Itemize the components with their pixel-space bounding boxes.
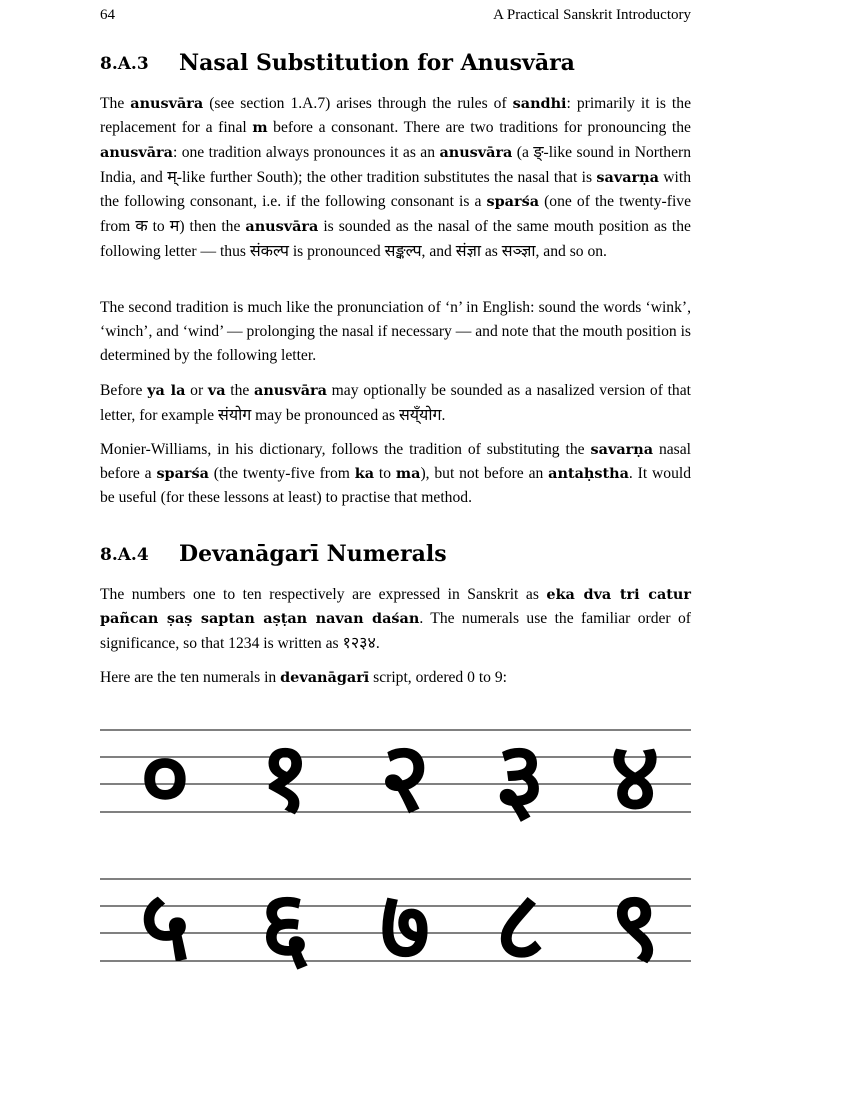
- devanagari-text: म्: [167, 167, 177, 186]
- paragraph-monier-williams: [100, 438, 691, 510]
- term: antaḥstha: [548, 465, 629, 482]
- text-run: (a: [512, 144, 534, 161]
- term: anusvāra: [100, 144, 173, 161]
- term: m: [252, 119, 268, 136]
- numeral-1: १: [260, 721, 310, 830]
- numeral-5: ५: [140, 870, 190, 979]
- text-run: the: [225, 382, 254, 399]
- term: anusvāra: [245, 218, 319, 235]
- numeral-6: ६: [260, 870, 310, 979]
- term: va: [207, 382, 226, 399]
- term: anusvāra: [439, 144, 513, 161]
- running-title: A Practical Sanskrit Introductory: [493, 7, 691, 23]
- text-run: script, ordered 0 to 9:: [369, 669, 507, 686]
- text-run: ), but not before an: [420, 465, 549, 482]
- numeral-2: २: [380, 721, 430, 830]
- paragraph-numbers: [100, 583, 691, 656]
- text-run: , and: [421, 243, 456, 260]
- text-run: (the twenty-five from: [208, 465, 355, 482]
- text-run: .: [375, 635, 380, 652]
- text-run: to: [374, 465, 396, 482]
- text-run: may be pronounced as: [251, 407, 399, 424]
- text-run: -like sound in Northern India, and: [100, 144, 691, 186]
- term: devanāgarī: [280, 669, 370, 686]
- term: sparśa: [486, 193, 540, 210]
- text-run: The numbers one to ten respectively are expressed in Sanskrit as: [100, 586, 547, 603]
- text-run: Monier-Williams, in his dictionary, follows the tradition of substituting the: [100, 441, 591, 458]
- paragraph-ya-la-va: [100, 379, 691, 428]
- text-run: as: [480, 243, 502, 260]
- term: sandhi: [512, 95, 567, 112]
- text-run: .: [441, 407, 446, 424]
- numeral-7: ७: [380, 870, 430, 979]
- devanagari-text: सय्ँयोग: [398, 405, 442, 424]
- term: anusvāra: [130, 95, 204, 112]
- devanagari-text: सञ्ज्ञा: [501, 241, 536, 260]
- term: ka: [354, 465, 375, 482]
- running-header: [100, 7, 691, 27]
- term: savarṇa: [590, 441, 654, 458]
- numeral-0: ०: [140, 721, 190, 830]
- text-run: may optionally be sounded as a nasalized version of that letter, for example: [100, 382, 691, 424]
- numeral-9: ९: [610, 870, 660, 979]
- section-number: 8.A.3: [100, 54, 149, 74]
- devanagari-text: ङ्: [533, 142, 544, 161]
- text-run: before a consonant. There are two traditions for pronouncing the: [267, 119, 691, 136]
- devanagari-text: म: [169, 216, 180, 235]
- term: ya la: [147, 382, 186, 399]
- text-run: with the following consonant, i.e. if the following consonant is a: [100, 169, 691, 210]
- text-run: to: [147, 218, 170, 235]
- text-run: (one of the twenty-five from: [100, 193, 691, 235]
- paragraph-numerals-intro: [100, 666, 691, 690]
- devanagari-text: सङ्कल्प: [384, 241, 422, 260]
- text-run: ) then the: [179, 218, 246, 235]
- devanagari-text: क: [135, 216, 148, 235]
- text-run: -like further South); the other tradition substitutes the nasal that is: [176, 169, 597, 186]
- text-run: Before: [100, 382, 148, 399]
- text-run: nasal before a: [100, 441, 691, 482]
- devanagari-text: १२३४: [342, 633, 376, 652]
- text-run: (see section 1.A.7) arises through the rules of: [203, 95, 513, 112]
- devanagari-text: संयोग: [218, 405, 252, 424]
- section-heading-8a3: [100, 50, 691, 80]
- numeral-3: ३: [495, 721, 545, 830]
- devanagari-text: संज्ञा: [455, 241, 481, 260]
- text-run: is sounded as the nasal of the same mouth position as the following letter — thus: [100, 218, 691, 260]
- section-heading-8a4: [100, 541, 691, 571]
- paragraph-english-nasal: The second tradition is much like the pronunciation of ‘n’ in English: sound the words ‘wink’, ‘winch’, and ‘wind’ — prolonging the nasal if necessary — and note that the mouth position is determined by the following letter.: [100, 299, 691, 364]
- text-run: : primarily it is the replacement for a final: [100, 95, 691, 136]
- text-run: Here are the ten numerals in: [100, 669, 281, 686]
- text-run: . The numerals use the familiar order of significance, so that 1234 is written as: [100, 610, 691, 652]
- text-run: or: [185, 382, 208, 399]
- devanagari-text: संकल्प: [249, 241, 289, 260]
- numeral-4: ४: [610, 721, 660, 830]
- numeral-8: ८: [495, 870, 545, 979]
- text-run: is pronounced: [288, 243, 385, 260]
- text-run: . It would be useful (for these lessons at least) to practise that method.: [100, 465, 691, 506]
- term: ma: [395, 465, 421, 482]
- term: anusvāra: [254, 382, 327, 399]
- paragraph-anusvara-intro: [100, 92, 691, 264]
- text-run: , and so on.: [535, 243, 607, 260]
- text-run: The: [100, 95, 131, 112]
- numerals-row-0-4: [100, 715, 691, 830]
- section-title: Devanāgarī Numerals: [179, 541, 447, 567]
- term: sparśa: [156, 465, 209, 482]
- section-number: 8.A.4: [100, 545, 149, 565]
- section-title: Nasal Substitution for Anusvāra: [179, 50, 575, 76]
- text-run: : one tradition always pronounces it as an: [172, 144, 440, 161]
- page-number: 64: [100, 7, 115, 23]
- term: eka dva tri catur pañcan ṣaṣ saptan aṣṭan navan daśan: [100, 586, 691, 627]
- numerals-row-5-9: [100, 864, 691, 979]
- term: savarṇa: [596, 169, 659, 186]
